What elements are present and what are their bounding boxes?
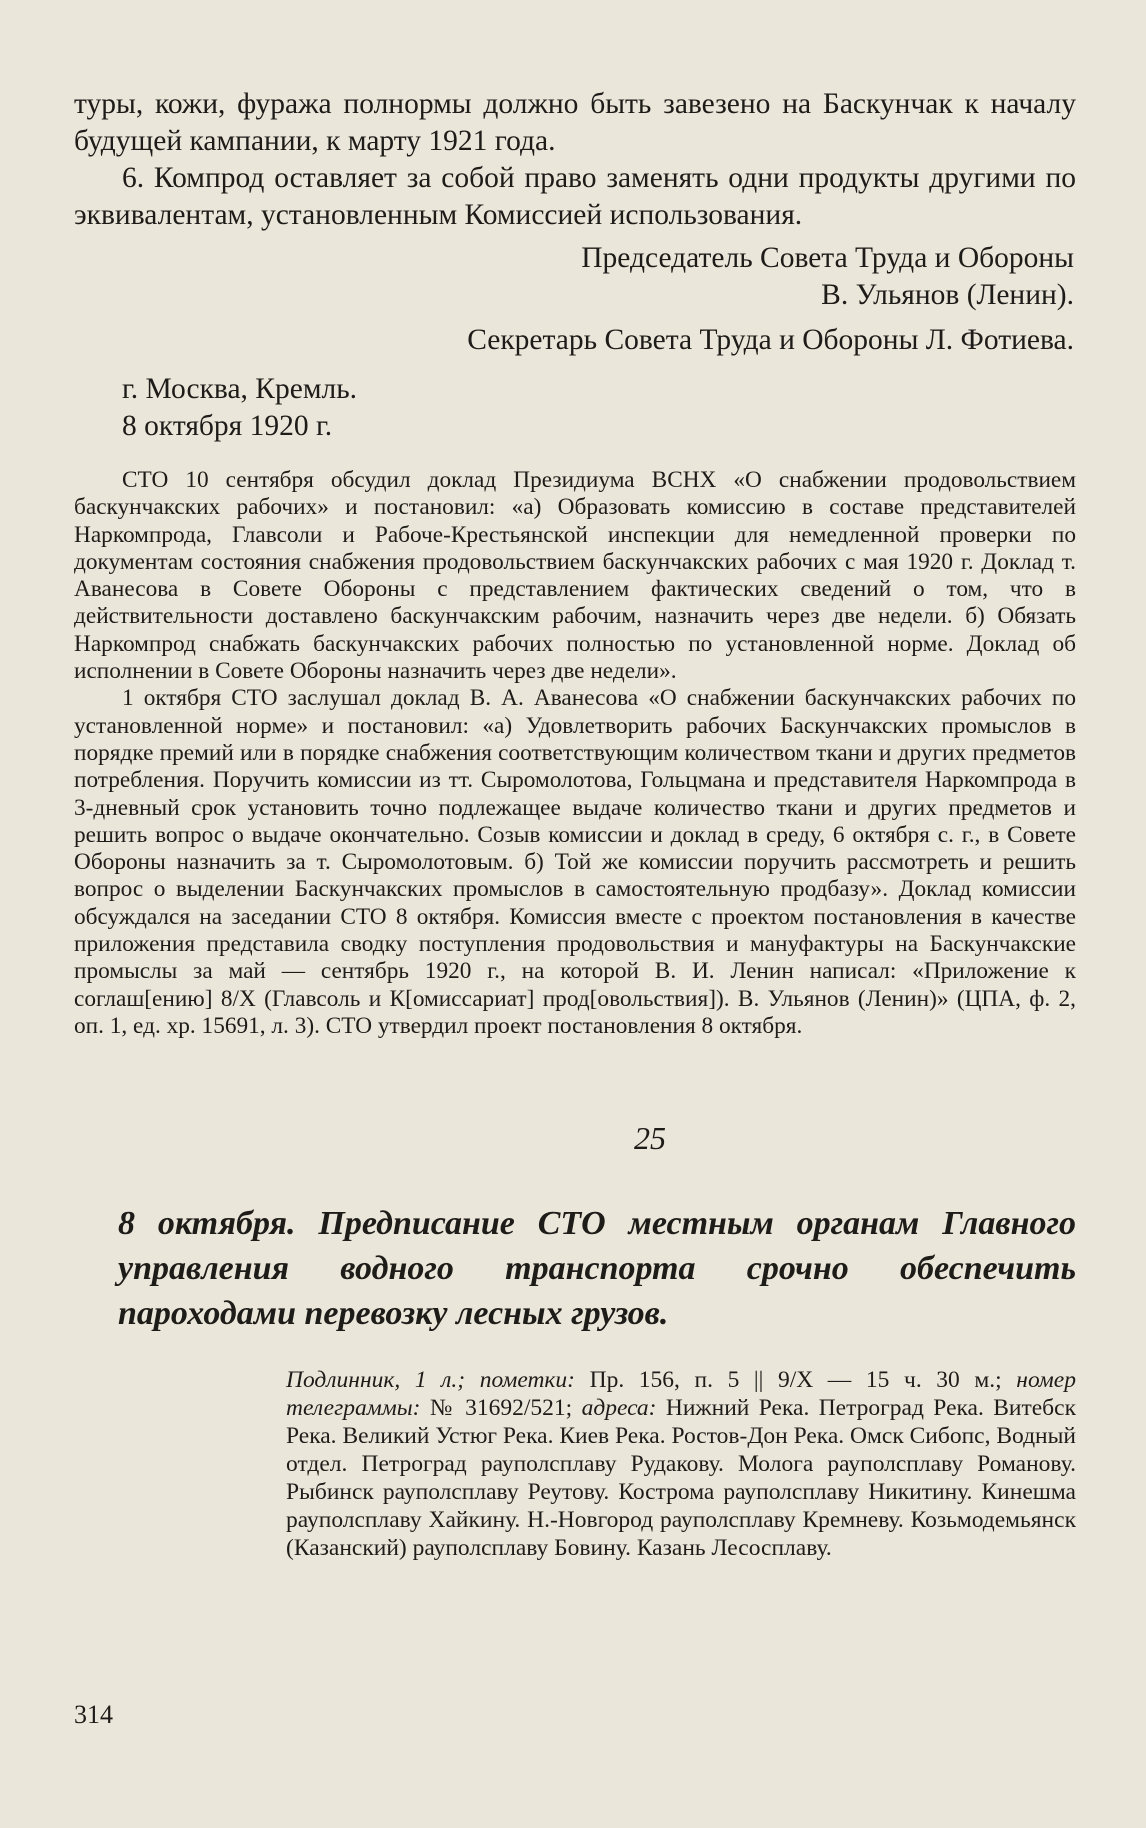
secretary-signature: Секретарь Совета Труда и Обороны Л. Фотиева.	[467, 324, 1074, 356]
archival-text-telegram: № 31692/521;	[420, 1395, 582, 1422]
note-paragraph-1: СТО 10 сентября обсудил доклад Президиума ВСНХ «О снабжении продовольствием баскунчакских рабочих» и постановил: «а) Образовать комиссию в составе представителей Наркомпрода, Главсоли и Рабоче-Крестьянской инспекции для немедленной проверки по документам состояния снабжения продовольствием баскунчакских рабочих с мая 1920 г. Доклад т. Аванесова в Совете Обороны с представлением фактических сведений о том, что в действительности доставлено баскунчакским рабочим, назначить через две недели. б) Обязать Наркомпрод снабжать баскунчакских рабочих полностью по установленной норме. Доклад об исполнении в Совете Обороны назначить через две недели».	[74, 467, 1076, 685]
document-number: 25	[634, 1120, 666, 1157]
archival-text-addresses: Нижний Река. Петроград Река. Витебск Река. Великий Устюг Река. Киев Река. Ростов-Дон Река. Омск Сибопс, Водный отдел. Петроград рауполсплаву Рудакову. Молога рауполсплаву Романову. Рыбинск рауполсплаву Реутову. Кострома рауполсплаву Никитину. Кинешма рауполсплаву Хайкину. Н.-Новгород рауполсплаву Кремневу. Козьмодемьянск (Казанский) рауполсплаву Бовину. Казань Лесосплаву.	[286, 1395, 1076, 1562]
place-date-block	[122, 371, 1076, 445]
document-title: 8 октября. Предписание СТО местным органам Главного управления водного транспорта срочно обеспечить пароходами перевозку лесных грузов.	[118, 1205, 1076, 1333]
signature-block	[74, 240, 1076, 359]
archival-text-marks: Пр. 156, п. 5 || 9/X — 15 ч. 30 м.;	[575, 1367, 1017, 1394]
chair-name: В. Ульянов (Ленин).	[821, 279, 1074, 311]
archival-info	[286, 1366, 1076, 1562]
archival-label-addresses: адреса:	[581, 1395, 657, 1422]
editorial-note	[74, 467, 1076, 1040]
date: 8 октября 1920 г.	[122, 410, 333, 442]
continuation-paragraph: туры, кожи, фуража полнормы должно быть завезено на Баскунчак к началу будущей кампании, к марту 1921 года.	[74, 88, 1076, 157]
archival-label-telegram: номер телеграммы:	[286, 1367, 1076, 1422]
page-number: 314	[74, 1700, 113, 1729]
archival-label-original: Подлинник, 1 л.; пометки:	[286, 1367, 575, 1394]
item-6-paragraph: 6. Компрод оставляет за собой право заменять одни продукты другими по эквивалентам, установленным Комиссией использования.	[74, 162, 1076, 231]
note-paragraph-2: 1 октября СТО заслушал доклад В. А. Аванесова «О снабжении баскунчакских рабочих по установленной норме» и постановил: «а) Удовлетворить рабочих Баскунчакских промыслов в порядке премий или в порядке снабжения соответствующим количеством ткани и других предметов потребления. Поручить комиссии из тт. Сыромолотова, Гольцмана и представителя Наркомпрода в 3-дневный срок установить точно подлежащее выдаче количество ткани и других предметов и решить вопрос о выдаче окончательно. Созыв комиссии и доклад в среду, 6 октября с. г., в Совете Обороны назначить за т. Сыромолотовым. б) Той же комиссии поручить рассмотреть и решить вопрос о выделении Баскунчакских промыслов в самостоятельную продбазу». Доклад комиссии обсуждался на заседании СТО 8 октября. Комиссия вместе с проектом постановления в качестве приложения представила сводку поступления продовольствия и мануфактуры на Баскунчакские промыслы за май — сентябрь 1920 г., на которой В. И. Ленин написал: «Приложение к соглаш[ению] 8/X (Главсоль и К[омиссариат] прод[овольствия]). В. Ульянов (Ленин)» (ЦПА, ф. 2, оп. 1, ед. хр. 15691, л. 3). СТО утвердил проект постановления 8 октября.	[74, 685, 1076, 1039]
chair-title: Председатель Совета Труда и Обороны	[581, 242, 1074, 274]
place: г. Москва, Кремль.	[122, 373, 358, 405]
